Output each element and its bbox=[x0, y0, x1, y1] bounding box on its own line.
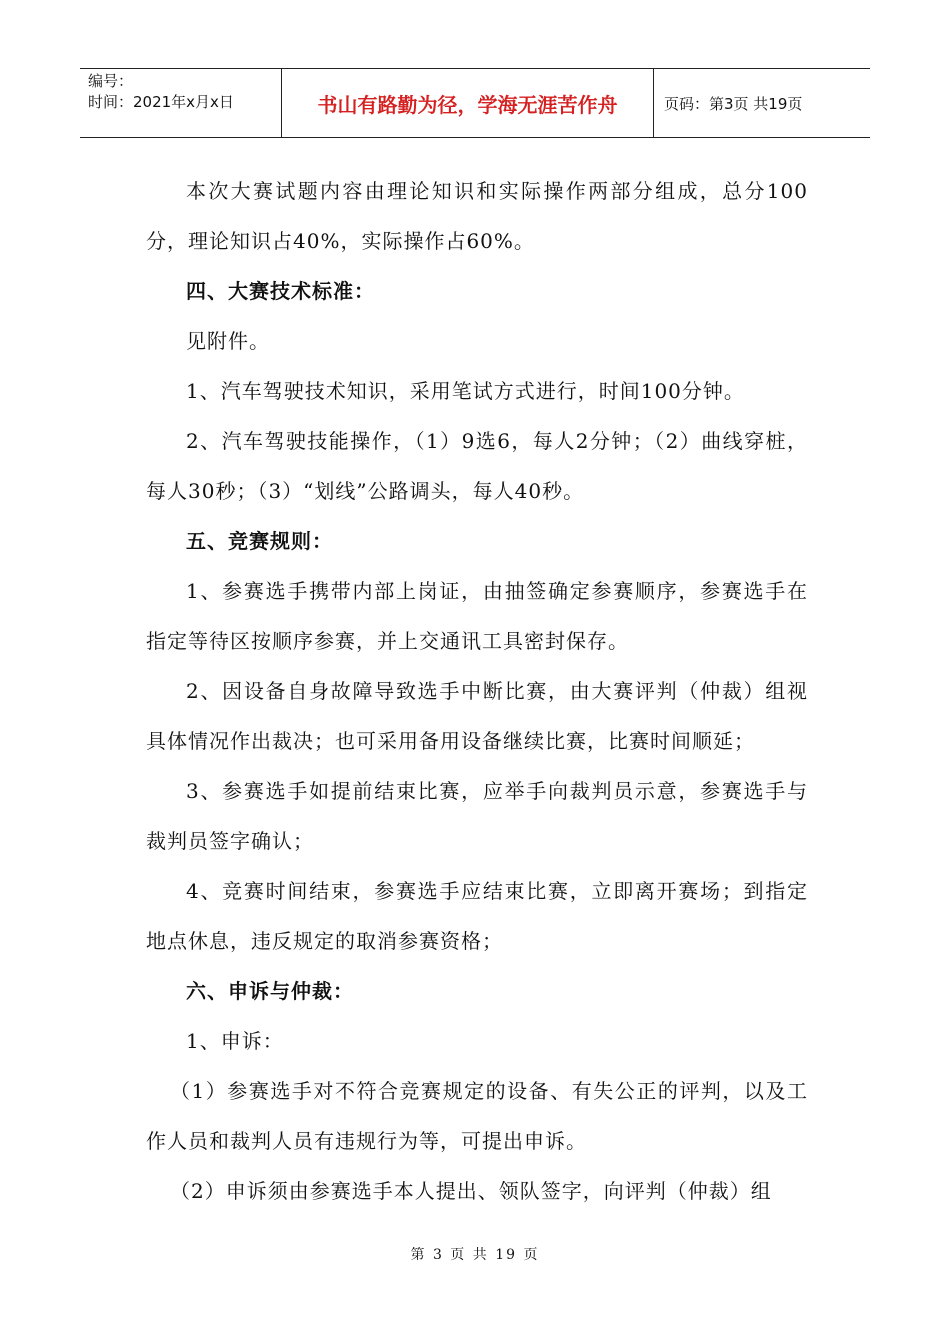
paragraph: 2、因设备自身故障导致选手中断比赛，由大赛评判（仲裁）组视具体情况作出裁决；也可采用备用设备继续比赛，比赛时间顺延； bbox=[146, 679, 808, 753]
paragraph: 1、汽车驾驶技术知识，采用笔试方式进行，时间100分钟。 bbox=[186, 379, 745, 403]
section-heading: 五、竞赛规则： bbox=[186, 529, 333, 553]
paragraph: （1）参赛选手对不符合竞赛规定的设备、有失公正的评判，以及工作人员和裁判人员有违规行为等，可提出申诉。 bbox=[146, 1079, 808, 1153]
header-page-number: 页码：第3页 共19页 bbox=[664, 94, 803, 113]
time-label: 时间：2021年x月x日 bbox=[88, 93, 234, 111]
header-meta bbox=[80, 69, 282, 137]
paragraph: （2）申诉须由参赛选手本人提出、领队签字，向评判（仲裁）组 bbox=[170, 1179, 772, 1203]
paragraph: 1、申诉： bbox=[186, 1029, 284, 1053]
paragraph: 本次大赛试题内容由理论知识和实际操作两部分组成，总分100分，理论知识占40%，实际操作占60%。 bbox=[146, 179, 808, 253]
section-heading: 四、大赛技术标准： bbox=[186, 279, 375, 303]
paragraph: 见附件。 bbox=[186, 329, 270, 353]
page-footer: 第 3 页 共 19 页 bbox=[410, 1247, 540, 1263]
serial-label: 编号： bbox=[88, 72, 134, 90]
paragraph: 1、参赛选手携带内部上岗证，由抽签确定参赛顺序，参赛选手在指定等待区按顺序参赛，并上交通讯工具密封保存。 bbox=[146, 579, 808, 653]
paragraph: 3、参赛选手如提前结束比赛，应举手向裁判员示意，参赛选手与裁判员签字确认； bbox=[146, 779, 808, 853]
section-heading: 六、申诉与仲裁： bbox=[186, 979, 354, 1003]
page-header bbox=[80, 68, 870, 138]
header-motto: 书山有路勤为径，学海无涯苦作舟 bbox=[282, 69, 654, 137]
paragraph: 2、汽车驾驶技能操作，（1）9选6，每人2分钟；（2）曲线穿桩，每人30秒；（3）“划线”公路调头，每人40秒。 bbox=[146, 429, 808, 503]
document-body bbox=[146, 166, 808, 1216]
paragraph: 4、竞赛时间结束，参赛选手应结束比赛，立即离开赛场；到指定地点休息，违反规定的取消参赛资格； bbox=[146, 879, 808, 953]
